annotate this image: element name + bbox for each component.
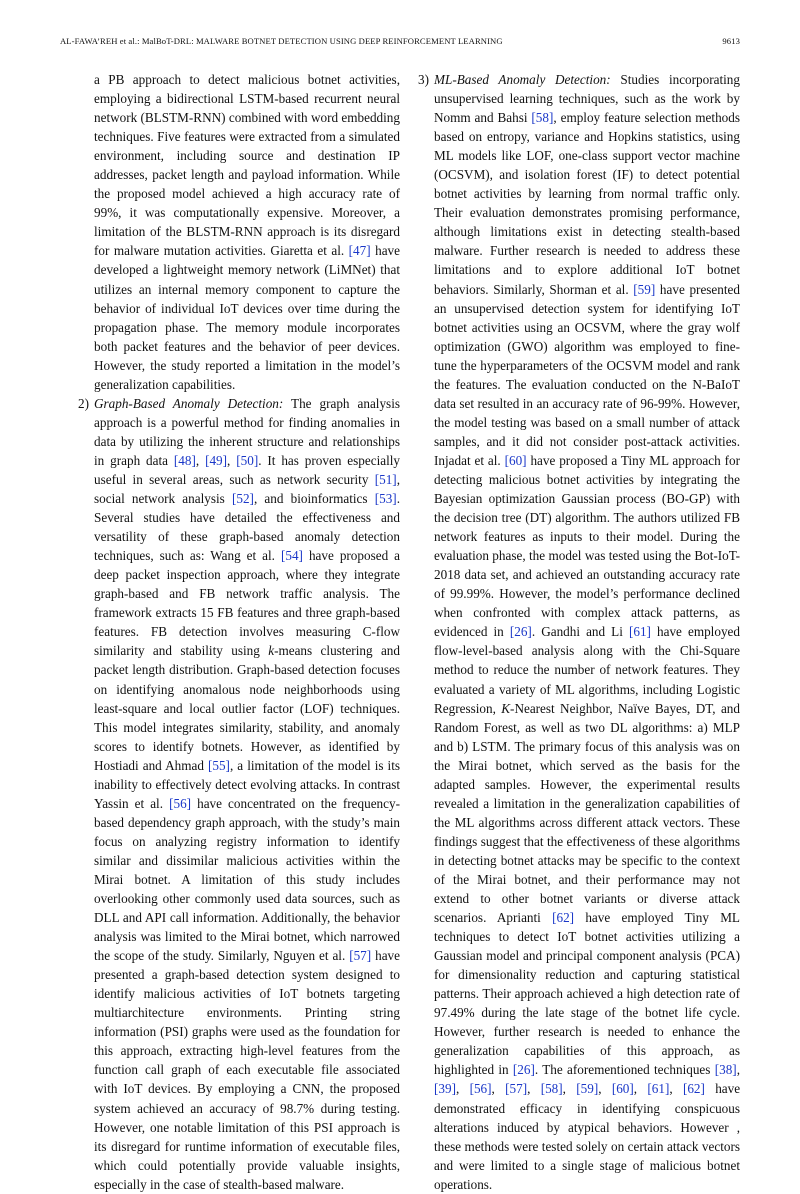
citation-link[interactable]: [61]: [647, 1081, 670, 1097]
citation-link[interactable]: [49]: [205, 452, 228, 468]
citation-link[interactable]: [57]: [349, 948, 372, 964]
subsection-heading: ML-Based Anomaly Detection:: [434, 72, 611, 87]
list-item-graph-based: 2) Graph-Based Anomaly Detection: The graph analysis approach is a powerful method for finding anomalies in data by utilizing the inherent structure and relationships in graph data [48], [49], [50]. It has proven especially useful in several areas, such as network security [51], social network analysis [52], and bioinformatics [53]. Several studies have detailed the effectiveness and versatility of these graph-based anomaly detection techniques, such as: Wang et al. [54] have proposed a deep packet inspection approach, where they integrate graph-based and FB network traffic analysis. The framework extracts 15 FB features and three graph-based features. FB detection involves measuring C-flow similarity and stability using k-means clustering and packet length distribution. Graph-based detection focuses on identifying anomalous node neighborhoods using least-square and local outlier factor (LOF) techniques. This model integrates similarity, stability, and anomaly scores to identify botnets. However, as identified by Hostiadi and Ahmad [55], a limitation of the model is its inability to effectively detect evolving attacks. In contrast Yassin et al. [56] have concentrated on the frequency-based dependency graph approach, with the study’s main focus on analyzing registry information to identify similar and dissimilar malicious activities within the Mirai botnet. A limitation of this study includes overlooking other commonly used data sources, such as DLL and API call information. Additionally, the behavior analysis was limited to the Mirai botnet, which narrowed the scope of the study. Similarly, Nguyen et al. [57] have presented a graph-based detection system designed to identify malicious activities of IoT botnets targeting multiarchitecture environments. Printing string information (PSI) graphs were used as the foundation for this approach, extracting high-level features from the function call graph of each executable file associated with IoT devices. By employing a CNN, the proposed system achieved an accuracy of 98.7% during testing. However, one notable limitation of this PSI approach is its disregard for runtime information of executable files, which could potentially provide valuable insights, especially in the case of stealth-based malware.: [78, 395, 401, 1192]
citation-link[interactable]: [26]: [512, 1062, 535, 1078]
page-number: 9613: [722, 36, 740, 46]
citation-link[interactable]: [58]: [531, 110, 554, 126]
citation-link[interactable]: [59]: [576, 1081, 599, 1097]
citation-link[interactable]: [61]: [628, 624, 651, 640]
left-column: [60, 70, 400, 1194]
list-number: 2): [78, 395, 89, 411]
citation-link[interactable]: [60]: [504, 452, 527, 468]
citation-link[interactable]: [38]: [714, 1062, 737, 1078]
citation-link[interactable]: [48]: [173, 452, 196, 468]
citation-link[interactable]: [54]: [280, 548, 303, 564]
citation-link[interactable]: [26]: [509, 624, 532, 640]
paragraph-continuation: a PB approach to detect malicious botnet activities, employing a bidirectional LSTM-based recurrent neural network (BLSTM-RNN) combined with word embedding techniques. Five features were extracted from a simulated environment, including source and destination IP addresses, packet length and payload information. While the proposed model achieved a high accuracy rate of 99%, it was computationally expensive. Moreover, a limitation of the BLSTM-RNN approach is its disregard for malware mutation activities. Giaretta et al. [47] have developed a lightweight memory network (LiMNet) that utilizes an internal memory component to capture the behavior of individual IoT devices over time during the propagation phase. The memory module incorporates both packet features and the behavior of peer devices. However, the study reported a limitation in the model’s generalization capabilities.: [94, 72, 400, 392]
citation-link[interactable]: [50]: [236, 452, 259, 468]
citation-link[interactable]: [52]: [231, 491, 254, 507]
citation-link[interactable]: [56]: [169, 795, 192, 811]
citation-link[interactable]: [55]: [207, 757, 230, 773]
citation-link[interactable]: [62]: [682, 1081, 705, 1097]
citation-link[interactable]: [39]: [434, 1081, 456, 1097]
subsection-heading: Graph-Based Anomaly Detection:: [94, 395, 284, 411]
citation-link[interactable]: [59]: [633, 281, 656, 297]
list-item-ml-based: 3) ML-Based Anomaly Detection: Studies incorporating unsupervised learning techniques, such as the work by Nomm and Bahsi [58], employ feature selection methods based on entropy, variance and Hopkins statistics, using ML models like LOF, one-class support vector machine (OCSVM), and isolation forest (IF) to detect potential botnet activities by learning from normal traffic only. Their evaluation demonstrates promising performance, although limitations exist in detecting stealth-based malware. Further research is needed to address these limitations and to explore additional IoT botnet behaviors. Similarly, Shorman et al. [59] have presented an unsupervised detection system for identifying IoT botnet activities using an OCSVM, where the gray wolf optimization (GWO) algorithm was employed to fine-tune the hyperparameters of the OCSVM model and rank the features. The evaluation conducted on the N-BaIoT data set resulted in an accuracy rate of 96-99%. However, the model testing was based on a small number of attack samples, and it did not consider post-attack activities. Injadat et al. [60] have proposed a Tiny ML approach for detecting malicious botnet activities by integrating the Bayesian optimization Gaussian process (BO-GP) with the decision tree (DT) algorithm. The authors utilized FB network features as inputs to their model. During the evaluation phase, the model was tested using the Bot-IoT-2018 data set, and achieved an outstanding accuracy rate of 99.99%. However, the model’s performance declined when confronted with complex attack patterns, as evidenced in [26]. Gandhi and Li [61] have employed flow-level-based analysis along with the Chi-Square method to reduce the number of network features. They evaluated a variety of ML algorithms, including Logistic Regression, K-Nearest Neighbor, Naïve Bayes, DT, and Random Forest, as well as two DL algorithms: a) MLP and b) LSTM. The primary focus of this analysis was on the Mirai botnet, which served as the basis for the adapted samples. However, the experimental results revealed a limitation in the generalization capabilities of the ML algorithms across different attack vectors. These findings suggest that the effectiveness of these algorithms in detecting botnet attacks may be specific to the context of the Mirai botnet, and their performance may not extend to other botnet variants or diverse attack scenarios. Aprianti [62] have employed Tiny ML techniques to detect IoT botnet activities utilizing a Gaussian model and principal component analysis (PCA) for dimensionality reduction and capturing statistical patterns. Their approach achieved a high detection rate of 97.49% during the late stage of the botnet life cycle. However, further research is needed to enhance the generalization capabilities of this approach, as highlighted in [26]. The aforementioned techniques [38], [39], [56], [57], [58], [59], [60], [61], [62] have demonstrated efficacy in identifying conspicuous alterations induced by atypical behaviors. However , these methods were tested solely on certain attack vectors and were limited to a single stage of malicious botnet operations.: [418, 72, 741, 1192]
running-header: [60, 36, 740, 50]
citation-link[interactable]: [47]: [348, 243, 371, 259]
citation-link[interactable]: [60]: [611, 1081, 634, 1097]
citation-link[interactable]: [53]: [374, 491, 397, 507]
citation-link[interactable]: [57]: [505, 1081, 528, 1097]
citation-link[interactable]: [58]: [540, 1081, 563, 1097]
citation-link[interactable]: [56]: [469, 1081, 492, 1097]
running-title: AL-FAWA’REH et al.: MalBoT-DRL: MALWARE BOTNET DETECTION USING DEEP REINFORCEMENT LEARNING: [60, 36, 503, 46]
right-column: [400, 70, 740, 1194]
citation-link[interactable]: [51]: [374, 471, 397, 487]
citation-link[interactable]: [62]: [552, 910, 575, 926]
list-number: 3): [418, 72, 429, 87]
